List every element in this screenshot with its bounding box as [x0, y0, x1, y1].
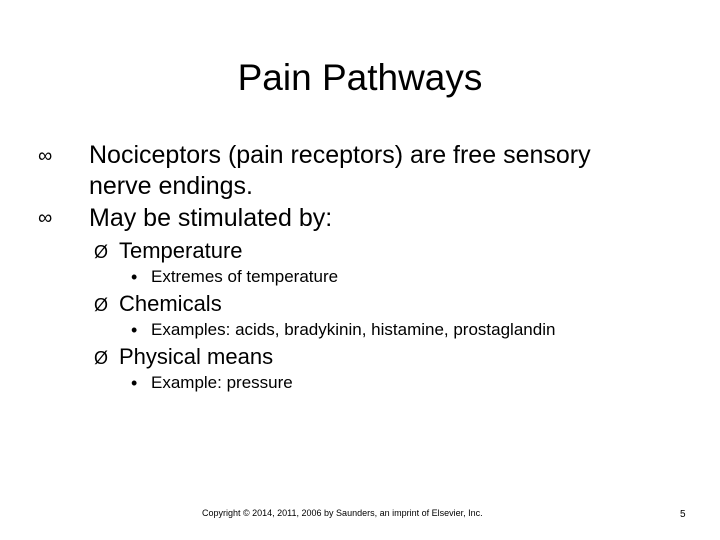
detail-chemicals: Examples: acids, bradykinin, histamine, prostaglandin [151, 320, 556, 339]
detail-temperature: Extremes of temperature [151, 267, 339, 286]
infinity-bullet-icon: ∞ [38, 145, 53, 167]
bullet-nociceptors-line1: Nociceptors (pain receptors) are free sensory [89, 141, 591, 169]
page-number: 5 [680, 509, 686, 520]
arrow-bullet-icon: Ø [94, 295, 109, 315]
dot-bullet-icon: • [131, 373, 138, 393]
sub-bullet-physical-means: Physical means [119, 344, 274, 369]
dot-bullet-icon: • [131, 267, 138, 287]
sub-bullet-temperature: Temperature [119, 238, 243, 263]
arrow-bullet-icon: Ø [94, 242, 109, 262]
bullet-nociceptors-line2: nerve endings. [89, 172, 254, 200]
bullet-stimulated: May be stimulated by: [89, 204, 333, 232]
infinity-bullet-icon: ∞ [38, 207, 53, 229]
sub-bullet-chemicals: Chemicals [119, 291, 222, 316]
copyright-footer: Copyright © 2014, 2011, 2006 by Saunders, an imprint of Elsevier, Inc. [202, 508, 483, 518]
detail-physical-means: Example: pressure [151, 373, 293, 392]
arrow-bullet-icon: Ø [94, 348, 109, 368]
dot-bullet-icon: • [131, 320, 138, 340]
slide-title: Pain Pathways [237, 57, 483, 98]
